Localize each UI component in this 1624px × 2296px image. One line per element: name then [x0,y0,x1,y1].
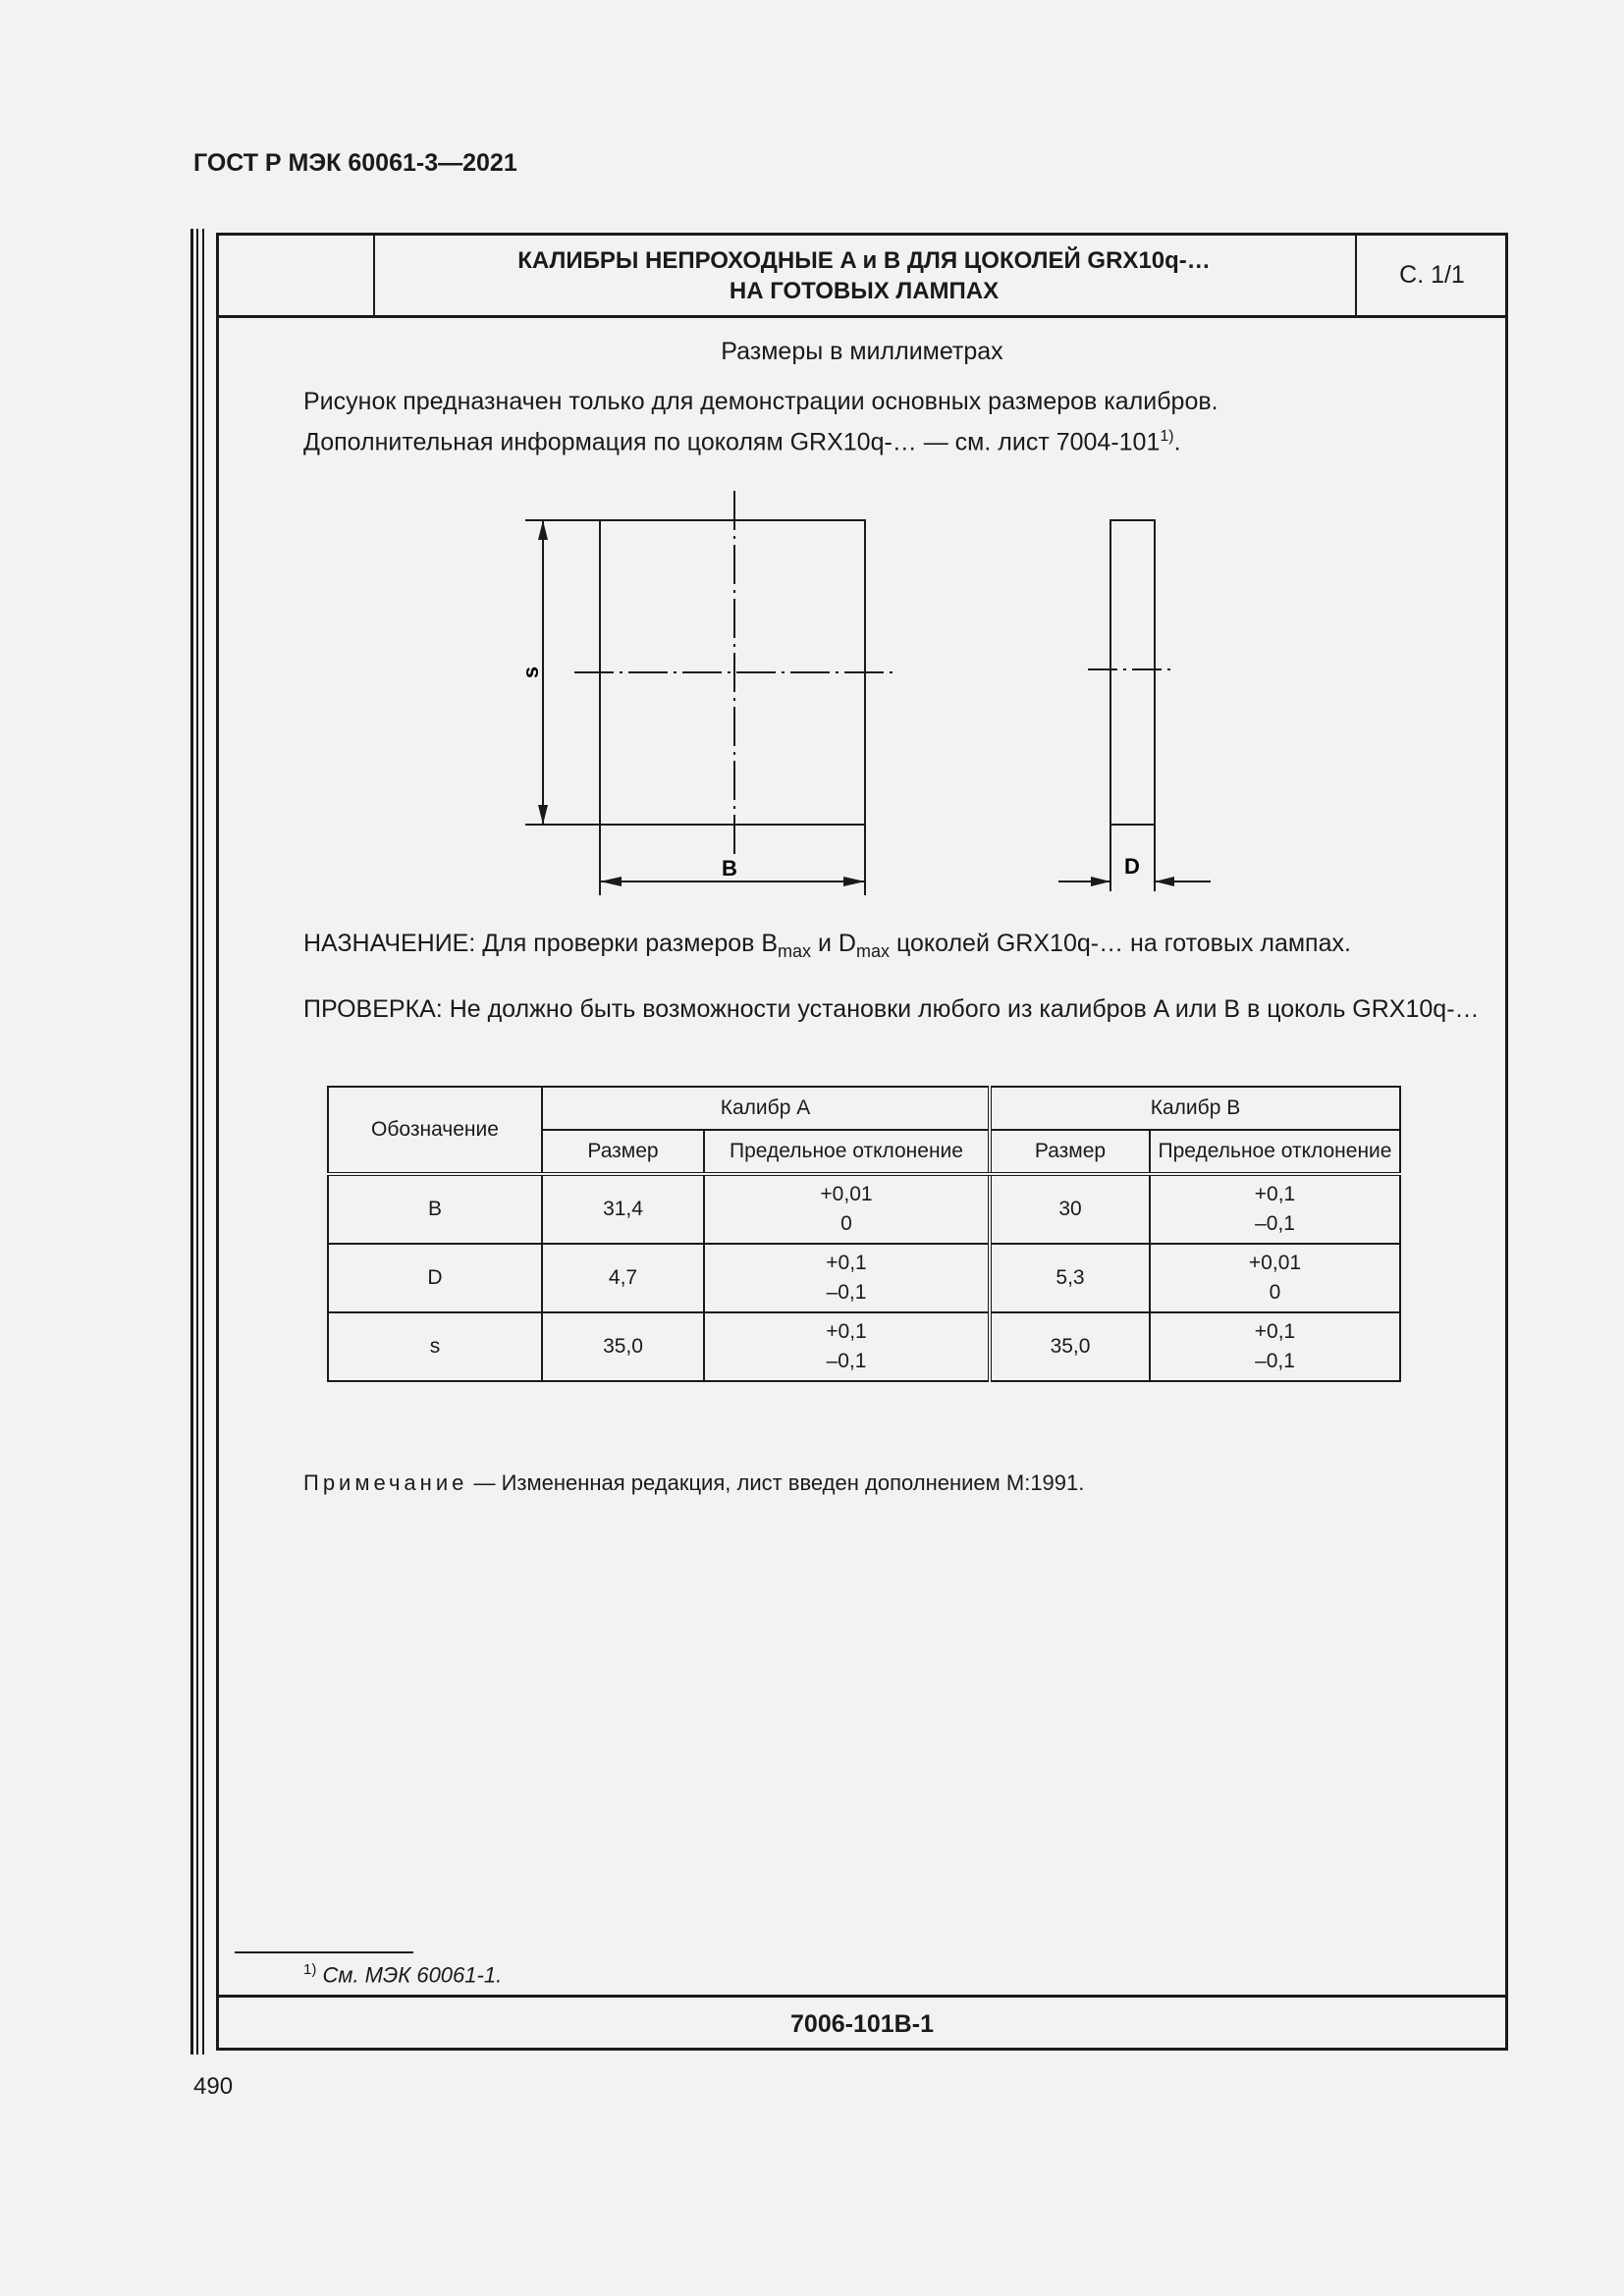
row-a-size: 4,7 [542,1244,704,1312]
standard-code: ГОСТ Р МЭК 60061-3—2021 [193,149,517,177]
tolerance-lower: –0,1 [1255,1212,1295,1235]
sheet-frame [216,233,1508,2051]
sheet-code: 7006-101B-1 [219,1995,1505,2051]
note-prefix: Примечание [303,1470,468,1495]
check-paragraph: ПРОВЕРКА: Не должно быть возможности установки любого из калибров A или B в цоколь GRX10q-… [303,995,1480,1023]
table-row [328,1244,1400,1312]
header-b-size: Размер [990,1130,1150,1174]
purpose-text: и D [811,930,856,957]
footnote [303,1961,502,1988]
page-number: 490 [193,2073,234,2100]
table-row [328,1174,1400,1244]
d-arrow-right [1155,877,1174,886]
purpose-paragraph [303,930,1351,962]
row-a-tolerance [704,1174,990,1244]
row-a-tolerance [704,1244,990,1312]
tolerance-upper: +0,1 [1254,1320,1296,1343]
header-a-tolerance: Предельное отклонение [704,1130,990,1174]
tolerance-lower: –0,1 [1255,1350,1295,1372]
row-a-tolerance [704,1312,990,1381]
label-d: D [1124,854,1140,879]
footnote-marker: 1) [303,1961,317,1978]
row-designation: B [328,1174,542,1244]
margin-rule [190,229,193,2055]
purpose-text: цоколей GRX10q-… на готовых лампах. [890,930,1351,957]
intro-line-1: Рисунок предназначен только для демонстрации основных размеров калибров. [303,388,1218,415]
b-arrow-left [600,877,622,886]
gauge-side-outline [1110,520,1155,825]
row-designation: D [328,1244,542,1312]
s-arrow-top [538,520,548,540]
tolerance-lower: –0,1 [826,1350,867,1372]
table-header-row [328,1087,1400,1130]
label-b: B [722,856,737,881]
footnote-text: См. МЭК 60061-1. [322,1962,503,1988]
row-b-tolerance [1150,1244,1400,1312]
header-a-size: Размер [542,1130,704,1174]
gauge-dimensions-table [327,1086,1401,1382]
b-arrow-right [843,877,865,886]
sheet-page-indicator: С. 1/1 [1355,236,1507,315]
gauge-drawing [219,236,1505,923]
tolerance-upper: +0,1 [826,1320,867,1343]
tolerance-lower: 0 [840,1212,852,1235]
header-designation: Обозначение [328,1087,542,1174]
row-designation: s [328,1312,542,1381]
tolerance-upper: +0,1 [1254,1183,1296,1205]
purpose-subscript: max [778,941,812,961]
d-arrow-left [1091,877,1110,886]
tolerance-lower: –0,1 [826,1281,867,1304]
note-paragraph [303,1470,1084,1496]
purpose-subscript: max [855,941,890,961]
note-text: — Измененная редакция, лист введен дополнением М:1991. [467,1470,1085,1495]
header-gauge-b: Калибр В [990,1087,1400,1130]
intro-line-2-text: Дополнительная информация по цоколям GRX10q-… — см. лист 7004-101 [303,428,1161,456]
footnote-ref: 1) [1160,428,1174,445]
tolerance-upper: +0,01 [1248,1252,1302,1274]
title-line-2: НА ГОТОВЫХ ЛАМПАХ [729,277,1000,304]
tolerance-lower: 0 [1269,1281,1281,1304]
row-b-tolerance [1150,1174,1400,1244]
tolerance-upper: +0,01 [820,1183,873,1205]
table-row [328,1312,1400,1381]
label-s: s [518,666,543,679]
row-b-size: 35,0 [990,1312,1150,1381]
header-b-tolerance: Предельное отклонение [1150,1130,1400,1174]
footnote-separator [235,1951,413,1953]
title-line-1: КАЛИБРЫ НЕПРОХОДНЫЕ A и B ДЛЯ ЦОКОЛЕЙ GRX10q-… [517,246,1211,274]
row-b-size: 5,3 [990,1244,1150,1312]
header-gauge-a: Калибр А [542,1087,990,1130]
margin-rule [202,229,204,2055]
intro-line-2-end: . [1173,428,1181,456]
tolerance-upper: +0,1 [826,1252,867,1274]
margin-rule [196,229,198,2055]
row-a-size: 35,0 [542,1312,704,1381]
units-note: Размеры в миллиметрах [721,338,1003,365]
purpose-text: НАЗНАЧЕНИЕ: Для проверки размеров B [303,930,779,957]
s-arrow-bottom [538,805,548,825]
row-b-tolerance [1150,1312,1400,1381]
row-b-size: 30 [990,1174,1150,1244]
row-a-size: 31,4 [542,1174,704,1244]
